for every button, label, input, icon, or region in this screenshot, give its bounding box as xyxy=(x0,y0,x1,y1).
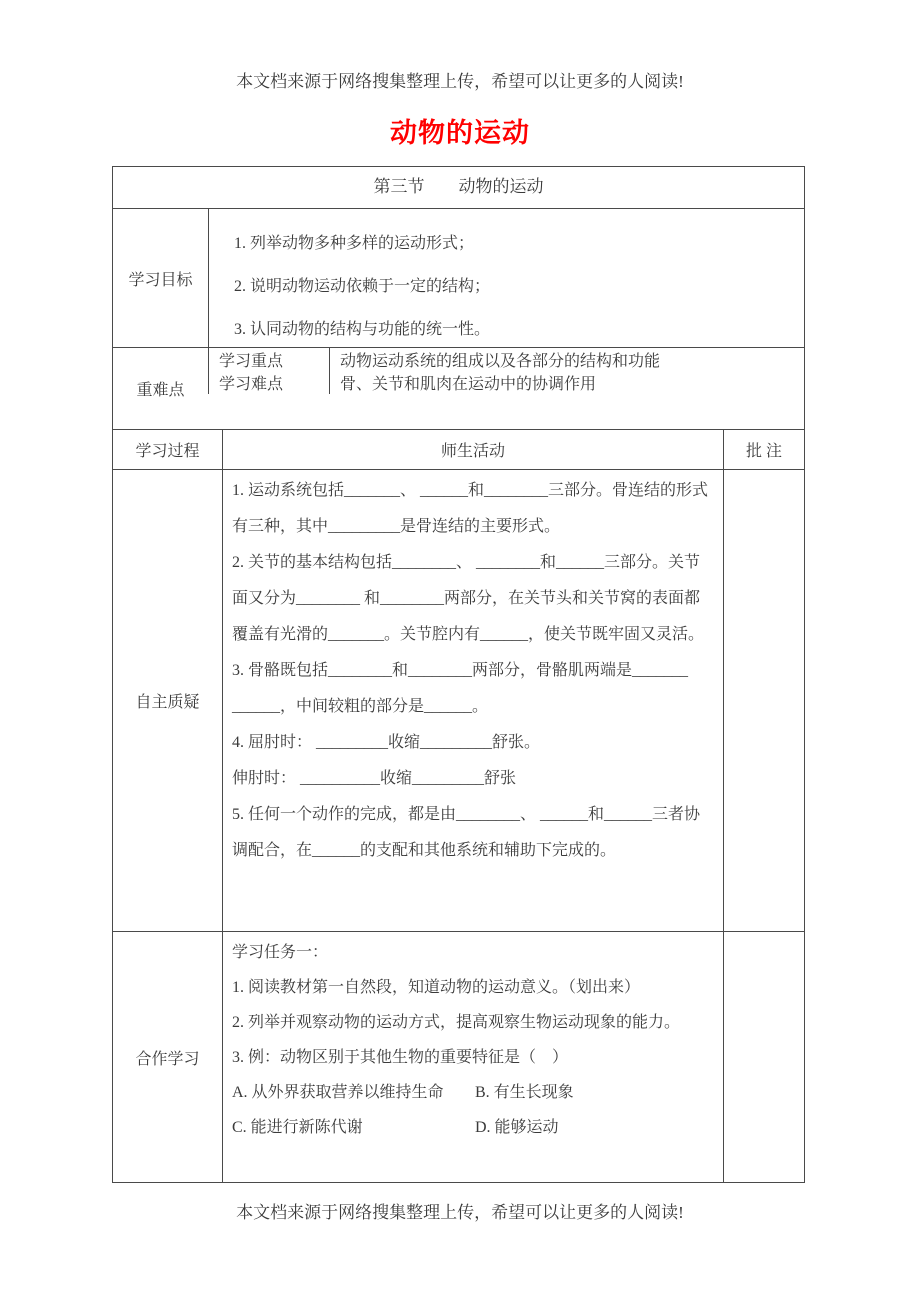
keypoints-subrow xyxy=(208,371,804,394)
keypoint-sublabel: 学习重点 xyxy=(208,348,329,371)
activity-header: 师生活动 xyxy=(222,430,723,469)
annotation-cell-empty xyxy=(723,932,804,1182)
fill-blank-line: 2. 关节的基本结构包括________、 ________和______三部分。关节 xyxy=(232,554,701,571)
self-questioning-content xyxy=(222,470,723,931)
task-line: 1. 阅读教材第一自然段，知道动物的运动意义。（划出来） xyxy=(232,979,641,996)
option-left: C. 能进行新陈代谢 xyxy=(232,1119,363,1136)
task-line: 学习任务一： xyxy=(232,944,329,961)
objectives-content xyxy=(208,209,804,347)
option-row xyxy=(232,1110,715,1145)
objective-item: 1. 列举动物多种多样的运动形式； xyxy=(234,235,475,252)
keypoint-content: 骨、关节和肌肉在运动中的协调作用 xyxy=(329,371,804,394)
process-header-row xyxy=(113,429,804,469)
annotation-cell-empty xyxy=(723,470,804,931)
document-title: 动物的运动 xyxy=(390,118,530,148)
fill-blank-line: 3. 骨骼既包括________和________两部分，骨骼肌两端是_______ xyxy=(232,662,689,679)
option-left: A. 从外界获取营养以维持生命 xyxy=(232,1084,444,1101)
fill-blank-line: ______，中间较粗的部分是______。 xyxy=(232,698,489,715)
lesson-plan-table xyxy=(112,166,805,1183)
keypoints-row xyxy=(113,347,804,429)
fill-blank-line: 4. 屈肘时： _________收缩_________舒张。 xyxy=(232,734,541,751)
keypoints-label: 重难点 xyxy=(136,382,185,399)
header-note: 本文档来源于网络搜集整理上传，希望可以让更多的人阅读! xyxy=(236,72,684,91)
objective-item: 3. 认同动物的结构与功能的统一性。 xyxy=(234,321,491,338)
option-right: B. 有生长现象 xyxy=(475,1084,574,1101)
cooperative-label: 合作学习 xyxy=(135,1050,200,1068)
fill-blank-line: 面又分为________ 和________两部分，在关节头和关节窝的表面都 xyxy=(232,590,701,607)
cooperative-row xyxy=(113,931,804,1182)
keypoints-subrow xyxy=(208,348,804,371)
option-row xyxy=(232,1075,715,1110)
self-questioning-row xyxy=(113,469,804,931)
task-line: 2. 列举并观察动物的运动方式，提高观察生物运动现象的能力。 xyxy=(232,1014,681,1031)
option-right: D. 能够运动 xyxy=(475,1119,559,1136)
fill-blank-line: 有三种，其中_________是骨连结的主要形式。 xyxy=(232,518,561,535)
fill-blank-line: 调配合，在______的支配和其他系统和辅助下完成的。 xyxy=(232,842,617,859)
keypoint-content: 动物运动系统的组成以及各部分的结构和功能 xyxy=(329,348,804,371)
fill-blank-line: 覆盖有光滑的_______。关节腔内有______，使关节既牢固又灵活。 xyxy=(232,626,705,643)
objective-item: 2. 说明动物运动依赖于一定的结构； xyxy=(234,278,491,295)
self-questioning-label: 自主质疑 xyxy=(135,694,200,711)
keypoint-sublabel: 学习难点 xyxy=(208,371,329,394)
fill-blank-line: 伸肘时： __________收缩_________舒张 xyxy=(232,770,517,787)
process-label: 学习过程 xyxy=(135,443,200,460)
fill-blank-line: 5. 任何一个动作的完成，都是由________、 ______和______三者协 xyxy=(232,806,701,823)
annotation-header: 批 注 xyxy=(723,430,804,469)
section-title: 第三节 动物的运动 xyxy=(373,177,544,196)
objectives-row xyxy=(113,208,804,347)
footer-note: 本文档来源于网络搜集整理上传，希望可以让更多的人阅读! xyxy=(236,1203,684,1222)
section-title-row xyxy=(113,167,804,208)
option-rows xyxy=(232,1075,715,1145)
cooperative-content xyxy=(222,932,723,1182)
objectives-label: 学习目标 xyxy=(128,271,193,289)
cooperative-lines xyxy=(232,935,715,1075)
fill-blank-line: 1. 运动系统包括_______、 ______和________三部分。骨连结的形式 xyxy=(232,482,709,499)
task-line: 3. 例：动物区别于其他生物的重要特征是（ ） xyxy=(232,1049,569,1066)
keypoints-subtable xyxy=(208,348,804,429)
